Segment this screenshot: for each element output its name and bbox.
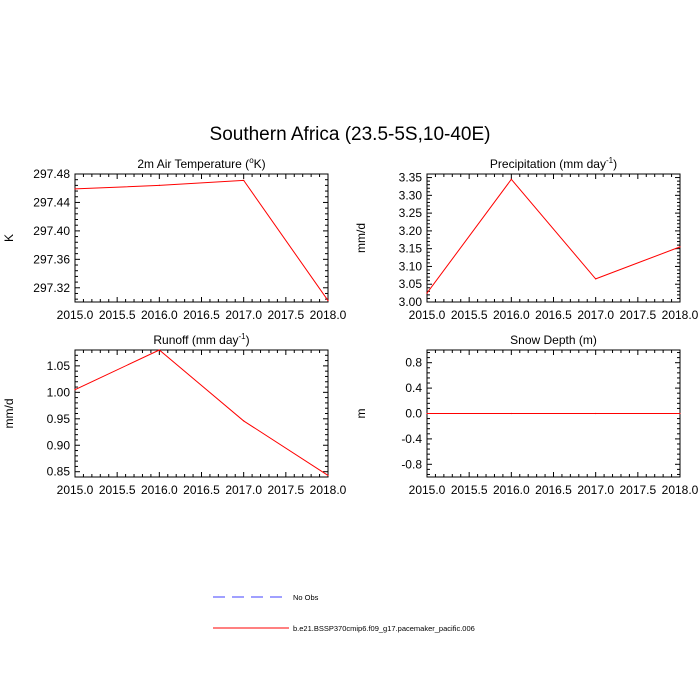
y-tick-label: 1.05: [46, 358, 70, 373]
legend-label-2: b.e21.BSSP370cmip6.f09_g17.pacemaker_pacific.006: [293, 624, 475, 633]
y-axis-label: m: [354, 408, 368, 419]
data-point: [426, 293, 427, 294]
y-tick-label: 1.00: [46, 385, 70, 400]
legend-label-1: No Obs: [293, 593, 319, 602]
x-tick-label: 2017.0: [577, 308, 615, 322]
figure-title: Southern Africa (23.5-5S,10-40E): [209, 124, 491, 145]
y-tick-label: 3.35: [398, 170, 422, 185]
x-tick-label: 2018.0: [661, 308, 699, 322]
data-point: [679, 413, 680, 414]
panel-title-text: Runoff (mm day: [153, 333, 239, 347]
panel-title-text: Snow Depth (m): [510, 333, 597, 347]
x-tick-label: 2015.0: [56, 483, 94, 497]
panel-title-suffix: ): [245, 333, 250, 347]
panel-title: [490, 156, 617, 171]
data-point: [595, 278, 596, 279]
y-tick-label: 0.4: [405, 381, 422, 396]
panel-title-suffix: K): [253, 157, 266, 171]
x-tick-label: 2017.5: [267, 308, 305, 322]
y-tick-label: 3.30: [398, 188, 422, 203]
y-tick-label: 297.48: [33, 167, 70, 181]
x-tick-label: 2016.5: [535, 483, 572, 497]
x-tick-label: 2017.0: [225, 483, 263, 497]
y-tick-label: 0.85: [46, 464, 70, 479]
data-point: [426, 413, 427, 414]
panel-title: [137, 156, 265, 171]
y-tick-label: 297.36: [33, 252, 70, 267]
y-tick-label: 3.15: [398, 241, 422, 256]
data-point: [679, 246, 680, 247]
x-tick-label: 2018.0: [309, 308, 347, 322]
y-tick-label: 3.10: [398, 259, 422, 274]
x-tick-label: 2015.0: [408, 308, 446, 322]
x-tick-label: 2017.5: [619, 308, 657, 322]
y-tick-label: 0.90: [46, 438, 70, 453]
x-tick-label: 2015.5: [450, 308, 488, 322]
y-tick-label: 297.32: [33, 280, 70, 295]
y-axis-label: mm/d: [354, 223, 368, 253]
x-tick-label: 2017.0: [225, 308, 263, 322]
x-tick-label: 2016.0: [140, 483, 178, 497]
y-tick-label: 297.44: [33, 195, 70, 210]
panel-title-superscript: o: [249, 156, 254, 165]
x-tick-label: 2016.5: [183, 308, 220, 322]
x-tick-label: 2016.0: [492, 483, 530, 497]
panel-title: [510, 333, 597, 347]
data-point: [511, 179, 512, 180]
y-tick-label: 3.25: [398, 206, 422, 221]
panel-title-superscript: -1: [238, 332, 246, 341]
data-point: [243, 180, 244, 181]
data-point: [159, 185, 160, 186]
x-tick-label: 2018.0: [309, 483, 347, 497]
x-tick-label: 2016.5: [183, 483, 220, 497]
x-tick-label: 2016.0: [492, 308, 530, 322]
y-tick-label: 3.20: [398, 223, 422, 238]
y-tick-label: 0.0: [405, 406, 422, 421]
data-point: [159, 349, 160, 350]
x-tick-label: 2017.0: [577, 483, 615, 497]
panel-title-text: 2m Air Temperature (: [137, 157, 250, 171]
data-point: [511, 413, 512, 414]
y-tick-label: 3.05: [398, 277, 422, 292]
panel-title: [153, 332, 249, 347]
panel-title-superscript: -1: [605, 156, 614, 165]
x-tick-label: 2015.0: [56, 308, 94, 322]
y-tick-label: 0.95: [46, 411, 70, 426]
x-tick-label: 2015.5: [98, 483, 136, 497]
data-point: [74, 188, 75, 189]
x-tick-label: 2015.0: [408, 483, 446, 497]
y-axis-label: K: [2, 233, 16, 243]
y-tick-label: 297.40: [33, 223, 70, 238]
x-tick-label: 2015.5: [98, 308, 136, 322]
x-tick-label: 2017.5: [267, 483, 305, 497]
y-axis-label: mm/d: [2, 398, 16, 429]
y-tick-label: -0.4: [401, 431, 422, 446]
data-point: [243, 420, 244, 421]
data-point: [327, 300, 328, 301]
x-tick-label: 2018.0: [661, 483, 699, 497]
y-tick-label: 3.00: [398, 295, 422, 309]
data-point: [327, 475, 328, 476]
panel-title-suffix: ): [613, 157, 618, 171]
x-tick-label: 2017.5: [619, 483, 657, 497]
panel-title-text: Precipitation (mm day: [489, 157, 606, 171]
y-tick-label: 0.8: [405, 355, 422, 370]
x-tick-label: 2016.0: [140, 308, 178, 322]
x-tick-label: 2015.5: [450, 483, 488, 497]
x-tick-label: 2016.5: [535, 308, 572, 322]
data-point: [74, 389, 75, 390]
y-tick-label: -0.8: [401, 457, 422, 472]
data-point: [595, 413, 596, 414]
